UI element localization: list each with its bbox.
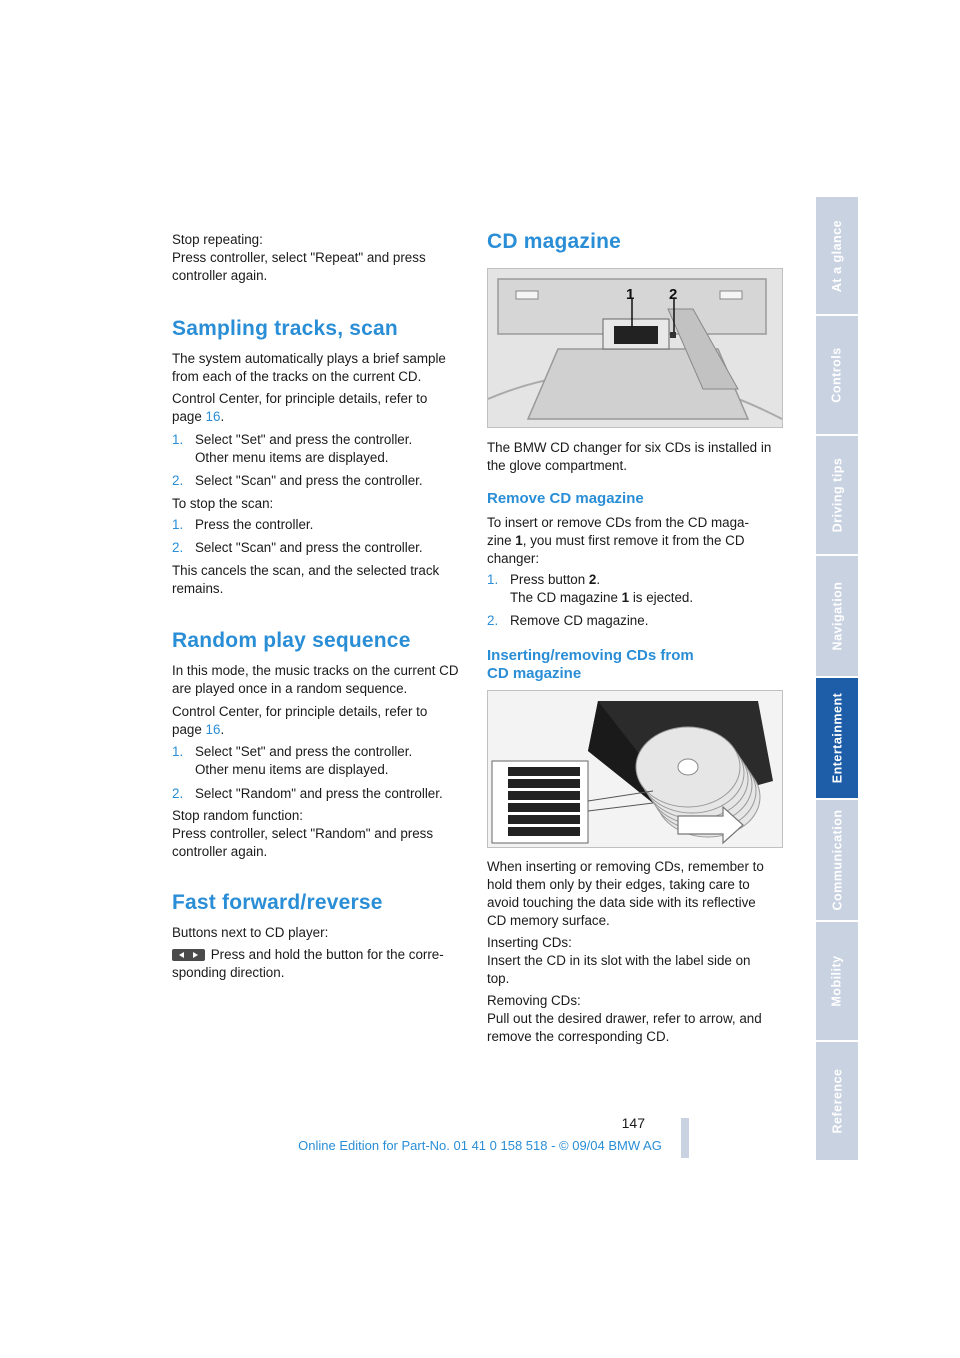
scan-step-1: 1. Select "Set" and press the controller. Other menu items are displayed.: [172, 432, 413, 465]
cd-magazine-intro: The BMW CD changer for six CDs is installed in the glove compartment.: [487, 440, 772, 473]
stop-repeat-text: Stop repeating: Press controller, select "Repeat" and press controller again.: [172, 232, 426, 283]
random-heading: Random play sequence: [172, 629, 411, 652]
stop-scan-step-1: 1. Press the controller.: [172, 517, 314, 532]
scan-outro: This cancels the scan, and the selected track remains.: [172, 563, 440, 596]
cd-magazine-image: [487, 690, 783, 848]
callout-1: 1: [626, 286, 635, 303]
remove-step-1: 1. Press button 2. The CD magazine 1 is ejected.: [487, 572, 694, 605]
remove-step-2: 2. Remove CD magazine.: [487, 613, 649, 628]
inserting-cds-text: Inserting CDs: Insert the CD in its slot with the label side on top.: [487, 935, 751, 986]
removing-cds-text: Removing CDs: Pull out the desired drawer, refer to arrow, and remove the corresponding CD.: [487, 993, 762, 1044]
random-control-center-ref: Control Center, for principle details, refer to page 16.: [172, 704, 428, 737]
random-stop-text: Stop random function: Press controller, select "Random" and press controller again.: [172, 808, 434, 859]
tab-mobility[interactable]: Mobility: [816, 922, 858, 1040]
glove-compartment-image: [487, 268, 783, 428]
stop-scan-step-2: 2. Select "Scan" and press the controller.: [172, 540, 423, 555]
ffwd-heading: Fast forward/reverse: [172, 891, 383, 914]
scan-heading: Sampling tracks, scan: [172, 317, 398, 340]
remove-magazine-heading: Remove CD magazine: [487, 490, 644, 507]
tab-navigation[interactable]: Navigation: [816, 556, 858, 676]
tab-at-a-glance[interactable]: At a glance: [816, 197, 858, 314]
ffwd-intro: Buttons next to CD player:: [172, 925, 329, 940]
stop-scan-label: To stop the scan:: [172, 496, 274, 511]
scan-control-center-ref: Control Center, for principle details, refer to page 16.: [172, 391, 428, 424]
tab-controls[interactable]: Controls: [816, 316, 858, 434]
tab-entertainment[interactable]: Entertainment: [816, 678, 858, 798]
scan-intro: The system automatically plays a brief sample from each of the tracks on the current CD.: [172, 351, 446, 384]
cd-magazine-heading: CD magazine: [487, 230, 622, 253]
page-link[interactable]: 16: [205, 409, 221, 424]
random-step-2: 2. Select "Random" and press the controller.: [172, 786, 443, 801]
callout-2: 2: [669, 286, 678, 303]
random-intro: In this mode, the music tracks on the current CD are played once in a random sequence.: [172, 663, 459, 696]
insert-remove-heading: Inserting/removing CDs from CD magazine: [487, 647, 694, 682]
random-step-1: 1. Select "Set" and press the controller. Other menu items are displayed.: [172, 744, 413, 777]
cd-care-text: When inserting or removing CDs, remember to hold them only by their edges, taking care to avoid touching the data side with its reflective CD memory surface.: [487, 859, 764, 928]
page-number: 147: [621, 1115, 645, 1131]
remove-magazine-text: To insert or remove CDs from the CD maga- zine 1, you must first remove it from the CD changer:: [487, 515, 749, 566]
seek-buttons-icon: [172, 949, 205, 961]
footer: Online Edition for Part-No. 01 41 0 158 518 - © 09/04 BMW AG: [298, 1138, 662, 1153]
scan-step-2: 2. Select "Scan" and press the controller.: [172, 473, 423, 488]
tab-driving-tips[interactable]: Driving tips: [816, 436, 858, 554]
ffwd-instruction: Press and hold the button for the corre- sponding direction.: [172, 947, 444, 980]
page-link[interactable]: 16: [205, 722, 221, 737]
tab-communication[interactable]: Communication: [816, 800, 858, 920]
tab-reference[interactable]: Reference: [816, 1042, 858, 1160]
